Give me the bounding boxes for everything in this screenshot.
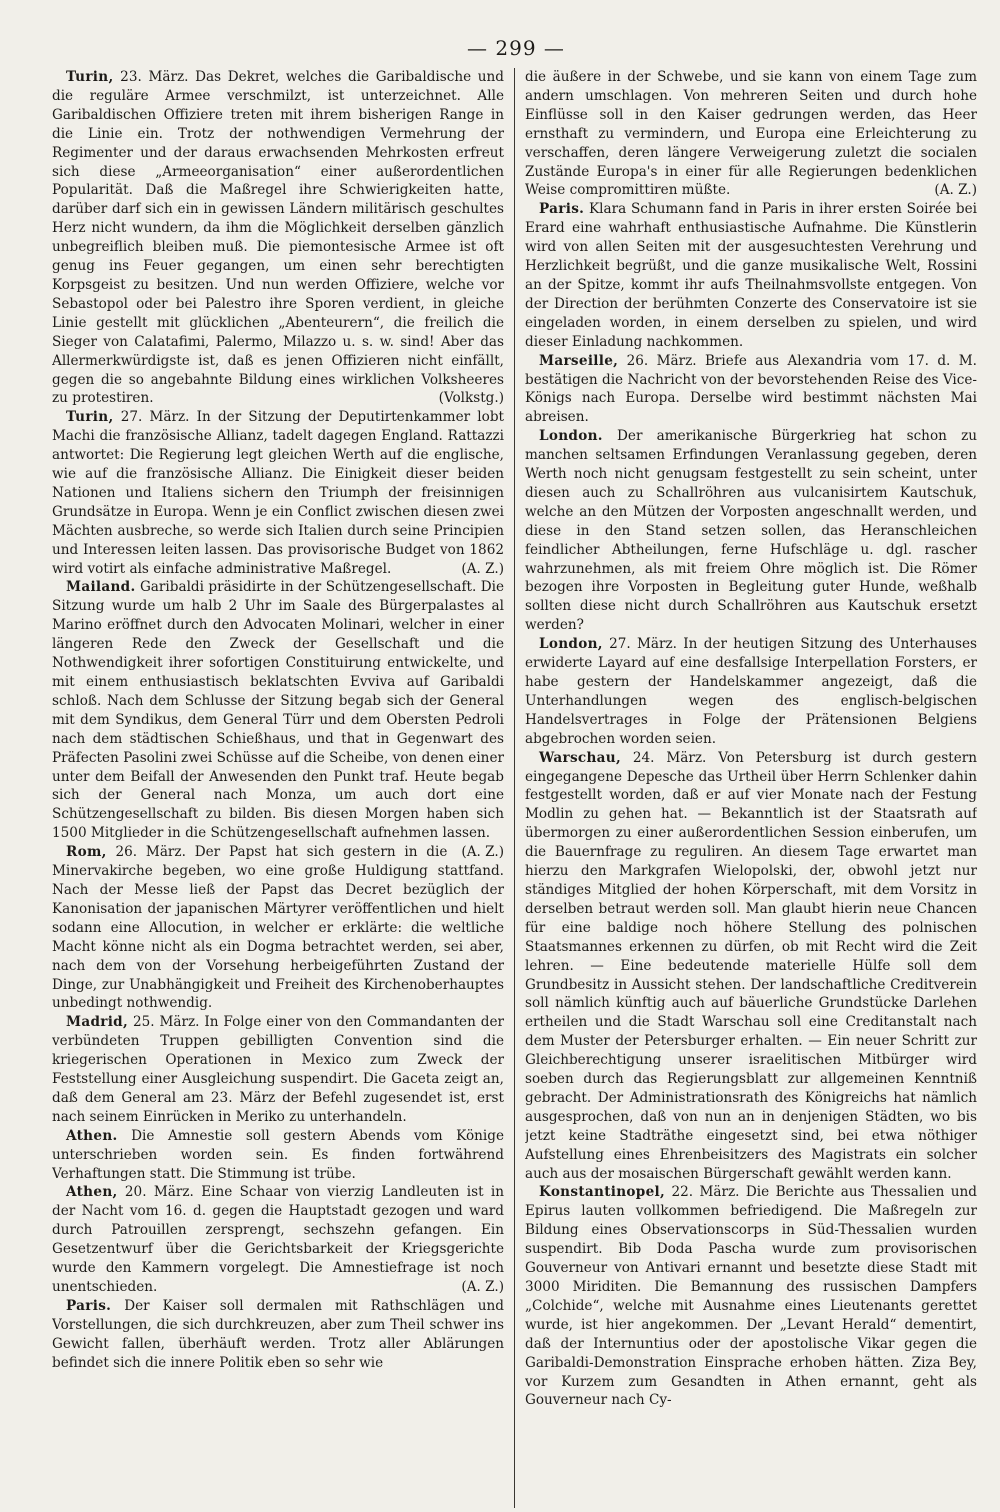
article-paragraph <box>525 635 977 748</box>
article-paragraph <box>52 843 504 1013</box>
article-dateline: Paris. <box>539 201 585 218</box>
article-text: 20. März. Eine Schaar von vierzig Landleuten ist in der Nacht vom 16. d. gegen die Hauptstadt gezogen und ward durch Patrouillen zersprengt, sechszehn gefangen. Ein Gesetzentwurf über die Gerichtsbarkeit der Kriegsgerichte wurde den Kammern vorgelegt. Die Amnestiefrage ist noch unentschieden. <box>52 1184 504 1295</box>
article-dateline: Paris. <box>66 1297 112 1314</box>
article-source: (A. Z.) <box>461 1279 504 1295</box>
article-source: (A. Z.) <box>461 844 504 861</box>
article-dateline: Warschau, <box>539 749 621 766</box>
article-paragraph <box>52 408 504 578</box>
article-dateline: Madrid, <box>66 1014 129 1031</box>
article-paragraph <box>525 1183 977 1410</box>
article-dateline: Turin, <box>66 409 114 426</box>
article-text: 27. März. In der Sitzung der Deputirtenkammer lobt Machi die französische Allianz, tadelt dagegen England. Rattazzi antwortet: Die Regierung legt gleichen Werth auf die englische, wie auf die französische Allianz. Die Einigkeit dieser beiden Nationen und Italiens sichern den Triumph der freisinnigen Grundsätze in Europa. Wenn je ein Conflict zwischen diesen zwei Mächten ausbreche, so werde sich Italien durch seine Principien und Interessen leiten lassen. Das provisorische Budget von 1862 wird votirt als einfache administrative Maßregel. <box>52 409 504 577</box>
article-paragraph <box>52 1297 504 1373</box>
article-text: Die Amnestie soll gestern Abends vom Könige unterschrieben worden sein. Es finden fortwährend Verhaftungen statt. Die Stimmung ist trübe. <box>52 1127 504 1182</box>
article-paragraph <box>52 1127 504 1184</box>
article-paragraph <box>52 68 504 408</box>
article-text: 23. März. Das Dekret, welches die Garibaldische und die reguläre Armee verschmilzt, ist unterzeichnet. Alle Garibaldischen Offiziere treten mit ihrem bisherigen Range in die Linie ein. Trotz der nothwendigen Vermehrung der Regimenter und der daraus erwachsenden Mehrkosten erfreut sich diese „Armeeorganisation“ einer außerordentlichen Popularität. Daß die Maßregel ihre Schwierigkeiten hatte, darüber darf sich ein in gewissen Ländern militärisch geschultes Herz nicht wundern, da ihm die Möglichkeit derselben gänzlich unbegreiflich bleiben muß. Die piemontesische Armee ist oft genug ins Feuer gegangen, um einen sehr berechtigten Korpsgeist zu besitzen. Und nun werden Offiziere, welche vor Sebastopol oder bei Palestro ihre Sporen verdient, in gleiche Linie gestellt mit glücklichen „Abenteurern“, die freilich die Sieger von Calatafimi, Palermo, Milazzo u. s. w. sind! Aber das Allermerkwürdigste ist, daß es jenen Offizieren nicht einfällt, gegen die so angebahnte Bildung eines wirklichen Volksheeres zu protestiren. <box>52 69 504 407</box>
article-dateline: Athen. <box>66 1127 118 1144</box>
article-text: 26. März. Der Papst hat sich gestern in die Minervakirche begeben, wo eine große Huldigung stattfand. Nach der Messe ließ der Papst das Decret bezüglich der Kanonisation der japanischen Märtyrer veröffentlichen und hielt sodann eine Allocution, in welcher er erklärte: die weltliche Macht könne nicht als ein Dogma betrachtet werden, sei aber, nach dem von der Vorsehung herbeigeführten Zustand der Dinge, zur Unabhängigkeit und Freiheit des Kirchenoberhauptes unbedingt nothwendig. <box>52 844 504 1012</box>
article-dateline: Konstantinopel, <box>539 1184 666 1201</box>
article-text: 27. März. In der heutigen Sitzung des Unterhauses erwiderte Layard auf eine desfallsige Interpellation Forsters, er habe gestern der Handelskammer angezeigt, daß die Unterhandlungen wegen des englisch-belgischen Handelsvertrages in Folge der Prätensionen Belgiens abgebrochen worden seien. <box>525 636 977 747</box>
article-dateline: Marseille, <box>539 352 619 369</box>
article-text: 22. März. Die Berichte aus Thessalien und Epirus lauten vollkommen befriedigend. Die Maßregeln zur Bildung eines Observationscorps in Süd-Thessalien wurden suspendirt. Bib Doda Pascha wurde zum provisorischen Gouverneur von Antivari ernannt und besetzte diese Stadt mit 3000 Miriditen. Die Bemannung des russischen Dampfers „Colchide“, welche mit Ausnahme eines Lieutenants gerettet wurde, ist hier angekommen. Der „Levant Herald“ dementirt, daß der Internuntius oder der apostolische Vikar gegen die Garibaldi-Demonstration Einsprache erhoben hätten. Ziza Bey, vor Kurzem zum Gesandten in Athen ernannt, geht als Gouverneur nach Cy- <box>525 1184 977 1409</box>
article-text: Der Kaiser soll dermalen mit Rathschlägen und Vorstellungen, die sich durchkreuzen, aber zum Theil schwer ins Gewicht fallen, überhäuft werden. Trotz aller Ablärungen befindet sich die innere Politik eben so sehr wie <box>52 1297 504 1371</box>
article-text: 26. März. Briefe aus Alexandria vom 17. d. M. bestätigen die Nachricht von der bevorstehenden Reise des Vice-Königs nach Europa. Derselbe wird bestimmt nächsten Mai abreisen. <box>525 352 977 426</box>
article-paragraph <box>52 1183 504 1296</box>
left-column <box>52 68 504 1508</box>
article-text: 24. März. Von Petersburg ist durch gestern eingegangene Depesche das Urtheil über Herrn Schlenker dahin festgestellt worden, daß er auf vier Monate nach der Festung Modlin zu gehen hat. — Bekanntlich ist der Staatsrath auf übermorgen zu einer außerordentlichen Session einberufen, um die Bauernfrage zu reguliren. An diesem Tage erwartet man hierzu den Markgrafen Wielopolski, der, obwohl jetzt nur ständiges Mitglied der hohen Körperschaft, mit dem Vorsitz in derselben betraut werden soll. Man glaubt hierin neue Chancen für eine baldige noch höhere Stellung des polnischen Staatsmannes erkennen zu dürfen, ob mit Recht wird die Zeit lehren. — Eine bedeutende materielle Hülfe soll dem Grundbesitz in Aussicht stehen. Der landschaftliche Creditverein soll nämlich künftig auch auf bäuerliche Grundstücke Darlehen ertheilen und die Stadt Warschau soll eine Creditanstalt nach dem Muster der Petersburger erhalten. — Ein neuer Schritt zur Gleichberechtigung unserer israelitischen Mitbürger wird soeben durch das Regierungsblatt zur allgemeinen Kenntniß gebracht. Der Administrationsrath des Königreichs hat nämlich ausgesprochen, daß von nun an in denjenigen Städten, wo bis jetzt keine Stadträthe eingesetzt sind, bei etwa nöthiger Aufstellung eines Ehrenbeisitzers des Magistrats ein solcher auch aus der mosaischen Bürgerschaft gewählt werden kann. <box>525 749 977 1182</box>
article-source: (Volkstg.) <box>438 390 504 407</box>
article-text: 25. März. In Folge einer von den Commandanten der verbündeten Truppen gebilligten Convention sind die kriegerischen Operationen in Mexico zum Zweck der Feststellung einer Ausgleichung suspendirt. Die Gaceta zeigt an, daß dem General am 23. März der Befehl zugesendet ist, erst nach seinem Einrücken in Meriko zu unterhandeln. <box>52 1014 504 1125</box>
article-dateline: London. <box>539 428 603 445</box>
article-dateline: Mailand. <box>66 579 136 596</box>
article-dateline: Rom, <box>66 844 107 861</box>
article-paragraph <box>525 352 977 428</box>
article-text: die äußere in der Schwebe, und sie kann von einem Tage zum andern umschlagen. Von mehreren Seiten und durch hohe Einflüsse soll in den Kaiser gedrungen werden, das Heer ernsthaft zu vermindern, und Europa eine Erleichterung zu verschaffen, deren längere Verweigerung zuletzt die socialen Zustände Europa's in einer für alle Regierungen bedenklichen Weise compromittiren müßte. <box>525 69 977 199</box>
article-columns <box>52 68 980 1508</box>
article-paragraph <box>525 200 977 351</box>
article-paragraph <box>525 427 977 635</box>
article-paragraph <box>525 749 977 1184</box>
article-dateline: London, <box>539 636 603 653</box>
article-text: Garibaldi präsidirte in der Schützengesellschaft. Die Sitzung wurde um halb 2 Uhr im Saale des Bürgerpalastes al Marino eröffnet durch den Advocaten Molinari, welcher in einer längeren Rede den Zweck der Gesellschaft und die Nothwendigkeit ihrer sofortigen Constituirung entwickelte, und mit einem enthusiastisch beklatschten Evviva auf Garibaldi schloß. Nach dem Schlusse der Sitzung begab sich der General mit dem Syndikus, dem General Türr und dem Obersten Pedroli nach dem städtischen Schießhaus, und that in Gegenwart des Präfecten Pasolini zwei Schüsse auf die Scheibe, von denen einer unter dem Beifall der Anwesenden den Punkt traf. Heute begab sich der General nach Monza, um auch dort eine Schützengesellschaft zu bilden. Bis diesen Morgen haben sich 1500 Mitglieder in die Schützengesellschaft aufnehmen lassen. <box>52 579 504 842</box>
column-divider <box>514 68 515 1508</box>
article-text: Der amerikanische Bürgerkrieg hat schon zu manchen seltsamen Erfindungen Veranlassung gegeben, deren Werth noch nicht genugsam festgestellt zu sein scheint, unter diesen auch zu Schallröhren aus vulcanisirtem Kautschuk, welche an den Mützen der Vorposten angeschnallt werden, und diese in den Stand setzen sollen, das Heranschleichen feindlicher Abtheilungen, ferne Hufschläge u. dgl. rascher wahrzunehmen, als mit freiem Ohre möglich ist. Die Römer bezogen ihre Vorposten in Begleitung guter Hunde, weßhalb sollten diese nicht durch Schallröhren aus Kautschuk ersetzt werden? <box>525 428 977 634</box>
article-paragraph <box>52 1013 504 1126</box>
article-text: Klara Schumann fand in Paris in ihrer ersten Soirée bei Erard eine wahrhaft enthusiastische Aufnahme. Die Künstlerin wird von allen Seiten mit der ausgesuchtesten Verehrung und Herzlichkeit begrüßt, und die ganze musikalische Welt, Rossini an der Spitze, kommt ihr aufs Theilnahmsvollste entgegen. Von der Direction der berühmten Conzerte des Conservatoire ist sie eingeladen worden, in einem derselben zu spielen, und wird dieser Einladung nachkommen. <box>525 201 977 350</box>
article-source: (A. Z.) <box>461 560 504 577</box>
page-number: — 299 — <box>467 36 565 60</box>
article-source: (A. Z.) <box>934 182 977 199</box>
right-column <box>525 68 977 1508</box>
article-dateline: Turin, <box>66 69 114 85</box>
article-dateline: Athen, <box>66 1184 118 1201</box>
article-paragraph <box>525 68 977 200</box>
